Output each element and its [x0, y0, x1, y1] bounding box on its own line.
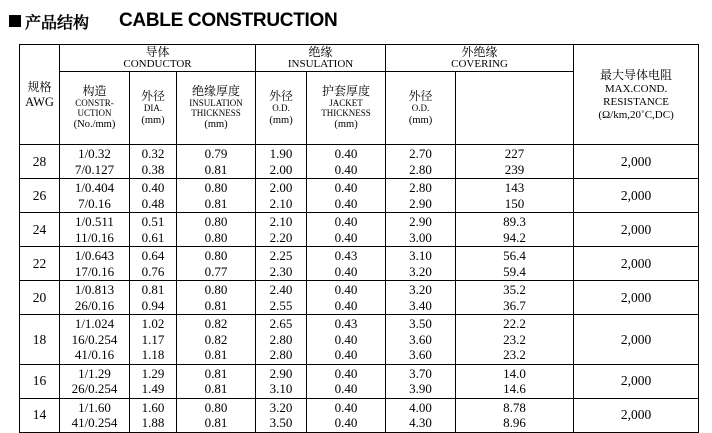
constr-value: 17/0.16	[74, 263, 115, 279]
ins-od-value: 1.90	[269, 146, 293, 161]
cov-od-value: 2.90	[409, 214, 432, 229]
ins-thk-cell	[177, 145, 256, 179]
awg-cell: 16	[20, 364, 60, 398]
ins-od-cell	[256, 145, 307, 179]
cov-od-value: 3.20	[409, 282, 432, 297]
res-value: 23.2	[503, 347, 526, 362]
ins-thk-value: 0.82	[204, 331, 228, 347]
ins-od-value: 2.10	[269, 195, 293, 211]
jacket-value: 0.40	[334, 331, 358, 347]
ins-od-header: 外径 O.D. (mm)	[256, 72, 307, 145]
dia-value: 0.48	[141, 195, 165, 211]
constr-cell	[60, 213, 130, 247]
res-value: 59.4	[503, 263, 526, 279]
dia-value: 0.76	[141, 263, 165, 279]
res-value: 22.2	[503, 316, 526, 331]
cov-od-value: 2.80	[409, 180, 432, 195]
dia-value: 1.29	[141, 365, 165, 381]
jacket-value: 0.40	[334, 195, 358, 211]
res-cell	[456, 145, 574, 179]
cov-od-value: 3.20	[409, 263, 432, 279]
table-row	[20, 281, 699, 315]
constr-value: 1/0.404	[74, 180, 115, 195]
awg-cell: 24	[20, 213, 60, 247]
ins-od-value: 3.10	[269, 381, 293, 396]
ins-od-cell	[256, 398, 307, 432]
dia-value: 0.61	[141, 229, 165, 245]
awg-cell: 20	[20, 281, 60, 315]
ins-thk-value: 0.80	[204, 282, 228, 297]
ins-od-cell	[256, 179, 307, 213]
ins-thk-value: 0.81	[204, 381, 228, 396]
ins-od-value: 2.55	[269, 297, 293, 313]
jacket-cell	[307, 213, 386, 247]
ins-od-value: 2.00	[269, 180, 293, 195]
cov-od-value: 3.00	[409, 229, 432, 245]
cov-od-cell	[386, 247, 456, 281]
jacket-value: 0.40	[334, 229, 358, 245]
dia-cell	[130, 145, 177, 179]
ins-od-cell	[256, 281, 307, 315]
res-value: 150	[504, 195, 525, 211]
res-value: 8.96	[503, 415, 526, 430]
constr-value: 1/0.813	[74, 282, 115, 297]
dia-cell	[130, 281, 177, 315]
strength-cell: 2,000	[574, 398, 699, 432]
dia-value: 1.18	[141, 347, 165, 362]
constr-cell	[60, 281, 130, 315]
jacket-value: 0.40	[334, 399, 358, 415]
dia-value: 0.64	[141, 248, 165, 263]
ins-thk-value: 0.80	[204, 229, 228, 245]
ins-thk-value: 0.81	[204, 161, 228, 177]
table-row	[20, 315, 699, 365]
cov-od-value: 4.00	[409, 399, 432, 415]
jacket-value: 0.40	[334, 347, 358, 362]
jacket-value: 0.43	[334, 316, 358, 331]
ins-od-value: 2.40	[269, 282, 293, 297]
jacket-value: 0.40	[334, 365, 358, 381]
strength-cell: 2,000	[574, 179, 699, 213]
dia-cell	[130, 364, 177, 398]
constr-value: 1/1.024	[74, 316, 115, 331]
constr-cell	[60, 364, 130, 398]
res-value: 14.0	[503, 365, 526, 381]
header-row-group	[20, 45, 699, 72]
ins-thk-value: 0.79	[204, 146, 228, 161]
res-cell	[456, 179, 574, 213]
ins-od-cell	[256, 213, 307, 247]
ins-thk-value: 0.80	[204, 399, 228, 415]
res-cell	[456, 281, 574, 315]
jacket-value: 0.40	[334, 180, 358, 195]
ins-thk-cell	[177, 247, 256, 281]
ins-od-value: 2.30	[269, 263, 293, 279]
awg-cell: 22	[20, 247, 60, 281]
strength-cell: 2,000	[574, 281, 699, 315]
ins-thk-value: 0.80	[204, 248, 228, 263]
cov-od-value: 3.90	[409, 381, 432, 396]
constr-cell	[60, 179, 130, 213]
cov-od-cell	[386, 364, 456, 398]
ins-thk-cell	[177, 281, 256, 315]
ins-od-value: 2.65	[269, 316, 293, 331]
constr-cell	[60, 145, 130, 179]
res-value: 35.2	[503, 282, 526, 297]
jacket-cell	[307, 179, 386, 213]
constr-value: 26/0.16	[74, 297, 115, 313]
cov-od-cell	[386, 281, 456, 315]
ins-thk-value: 0.81	[204, 415, 228, 430]
dia-header: 外径 DIA. (mm)	[130, 72, 177, 145]
cov-od-cell	[386, 315, 456, 365]
ins-thk-cell	[177, 315, 256, 365]
ins-od-value: 2.20	[269, 229, 293, 245]
ins-od-value: 2.80	[269, 347, 293, 362]
table-row	[20, 398, 699, 432]
ins-od-cell	[256, 364, 307, 398]
jacket-value: 0.40	[334, 415, 358, 430]
constr-value: 41/0.16	[74, 347, 115, 362]
jacket-cell	[307, 281, 386, 315]
jacket-value: 0.40	[334, 381, 358, 396]
cov-od-value: 3.60	[409, 347, 432, 362]
ins-thk-value: 0.81	[204, 297, 228, 313]
jacket-value: 0.40	[334, 214, 358, 229]
res-value: 89.3	[503, 214, 526, 229]
res-cell	[456, 364, 574, 398]
dia-value: 0.40	[141, 180, 165, 195]
strength-cell: 2,000	[574, 247, 699, 281]
ins-thk-value: 0.80	[204, 180, 228, 195]
constr-value: 16/0.254	[71, 331, 118, 347]
jacket-value: 0.40	[334, 161, 358, 177]
res-cell	[456, 213, 574, 247]
strength-cell: 2,000	[574, 145, 699, 179]
ins-od-value: 2.25	[269, 248, 293, 263]
constr-header: 构造 CONSTR- UCTION (No./mm)	[60, 72, 130, 145]
jacket-value: 0.40	[334, 146, 358, 161]
cov-od-header: 外径 O.D. (mm)	[386, 72, 456, 145]
dia-value: 1.88	[141, 415, 165, 430]
ins-od-value: 2.90	[269, 365, 293, 381]
ins-thk-cell	[177, 398, 256, 432]
ins-thk-value: 0.77	[204, 263, 228, 279]
constr-value: 1/1.29	[78, 365, 111, 381]
ins-thk-cell	[177, 364, 256, 398]
cable-spec-table	[19, 44, 699, 433]
constr-cell	[60, 315, 130, 365]
res-value: 94.2	[503, 229, 526, 245]
constr-cell	[60, 398, 130, 432]
jacket-cell	[307, 398, 386, 432]
dia-value: 1.02	[141, 316, 165, 331]
cov-od-value: 2.90	[409, 195, 432, 211]
dia-value: 0.81	[141, 282, 165, 297]
awg-cell: 18	[20, 315, 60, 365]
res-value: 36.7	[503, 297, 526, 313]
cov-od-value: 2.80	[409, 161, 432, 177]
constr-value: 41/0.254	[71, 415, 118, 430]
ins-od-cell	[256, 315, 307, 365]
dia-cell	[130, 213, 177, 247]
ins-thk-value: 0.80	[204, 214, 228, 229]
dia-value: 0.51	[141, 214, 165, 229]
resistance-header: 最大导体电阻 MAX.COND. RESISTANCE (Ω/km,20˚C,DC)	[574, 45, 699, 145]
cov-od-cell	[386, 398, 456, 432]
title-en: CABLE CONSTRUCTION	[119, 10, 338, 31]
awg-cell: 14	[20, 398, 60, 432]
ins-od-value: 3.20	[269, 399, 293, 415]
jacket-cell	[307, 315, 386, 365]
dia-value: 1.60	[141, 399, 165, 415]
table-row	[20, 247, 699, 281]
dia-cell	[130, 398, 177, 432]
ins-od-cell	[256, 247, 307, 281]
table-row	[20, 364, 699, 398]
constr-cell	[60, 247, 130, 281]
ins-od-value: 2.10	[269, 214, 293, 229]
res-cell	[456, 315, 574, 365]
dia-value: 0.32	[141, 146, 165, 161]
ins-thk-value: 0.81	[204, 195, 228, 211]
dia-value: 1.49	[141, 381, 165, 396]
res-cell	[456, 247, 574, 281]
res-value: 23.2	[503, 331, 526, 347]
cov-od-cell	[386, 213, 456, 247]
jacket-header: 护套厚度 JACKET THICKNESS (mm)	[307, 72, 386, 145]
ins-od-value: 3.50	[269, 415, 293, 430]
ins-thk-cell	[177, 213, 256, 247]
jacket-value: 0.43	[334, 248, 358, 263]
ins-thk-value: 0.81	[204, 347, 228, 362]
constr-value: 26/0.254	[71, 381, 118, 396]
conductor-header: 导体 CONDUCTOR	[60, 45, 256, 72]
awg-cell: 26	[20, 179, 60, 213]
covering-header: 外绝缘 COVERING	[386, 45, 574, 72]
cov-od-value: 2.70	[409, 146, 432, 161]
dia-value: 0.94	[141, 297, 165, 313]
constr-value: 1/0.32	[78, 146, 111, 161]
cov-od-value: 3.50	[409, 316, 432, 331]
cov-od-cell	[386, 179, 456, 213]
jacket-cell	[307, 145, 386, 179]
res-value: 143	[504, 180, 525, 195]
constr-value: 11/0.16	[75, 229, 114, 245]
jacket-value: 0.40	[334, 297, 358, 313]
strength-cell: 2,000	[574, 213, 699, 247]
dia-cell	[130, 179, 177, 213]
ins-od-value: 2.80	[269, 331, 293, 347]
res-value: 227	[504, 146, 525, 161]
table-row	[20, 179, 699, 213]
constr-value: 1/0.511	[75, 214, 114, 229]
square-bullet-icon	[9, 15, 21, 27]
res-cell	[456, 398, 574, 432]
page-title	[9, 8, 337, 34]
strength-cell: 2,000	[574, 364, 699, 398]
res-value: 239	[504, 161, 525, 177]
table-row	[20, 213, 699, 247]
dia-value: 1.17	[141, 331, 165, 347]
dia-cell	[130, 315, 177, 365]
dia-cell	[130, 247, 177, 281]
cov-od-value: 4.30	[409, 415, 432, 430]
cov-od-value: 3.40	[409, 297, 432, 313]
constr-value: 1/0.643	[74, 248, 115, 263]
jacket-cell	[307, 364, 386, 398]
awg-cell: 28	[20, 145, 60, 179]
cov-od-value: 3.60	[409, 331, 432, 347]
jacket-value: 0.40	[334, 282, 358, 297]
insulation-header: 绝缘 INSULATION	[256, 45, 386, 72]
res-value: 14.6	[503, 381, 526, 396]
cov-od-value: 3.10	[409, 248, 432, 263]
res-value: 8.78	[503, 399, 526, 415]
constr-value: 7/0.16	[78, 195, 111, 211]
title-cn: 产品结构	[25, 12, 90, 32]
jacket-value: 0.40	[334, 263, 358, 279]
ins-thk-value: 0.82	[204, 316, 228, 331]
dia-value: 0.38	[141, 161, 165, 177]
res-value: 56.4	[503, 248, 526, 263]
constr-value: 1/1.60	[78, 399, 111, 415]
ins-thk-header: 绝缘厚度 INSULATION THICKNESS (mm)	[177, 72, 256, 145]
table-row	[20, 145, 699, 179]
strength-cell: 2,000	[574, 315, 699, 365]
ins-thk-cell	[177, 179, 256, 213]
awg-header: 规格 AWG	[20, 45, 60, 145]
constr-value: 7/0.127	[74, 161, 115, 177]
ins-od-value: 2.00	[269, 161, 293, 177]
jacket-cell	[307, 247, 386, 281]
cov-od-value: 3.70	[409, 365, 432, 381]
ins-thk-value: 0.81	[204, 365, 228, 381]
cov-od-cell	[386, 145, 456, 179]
